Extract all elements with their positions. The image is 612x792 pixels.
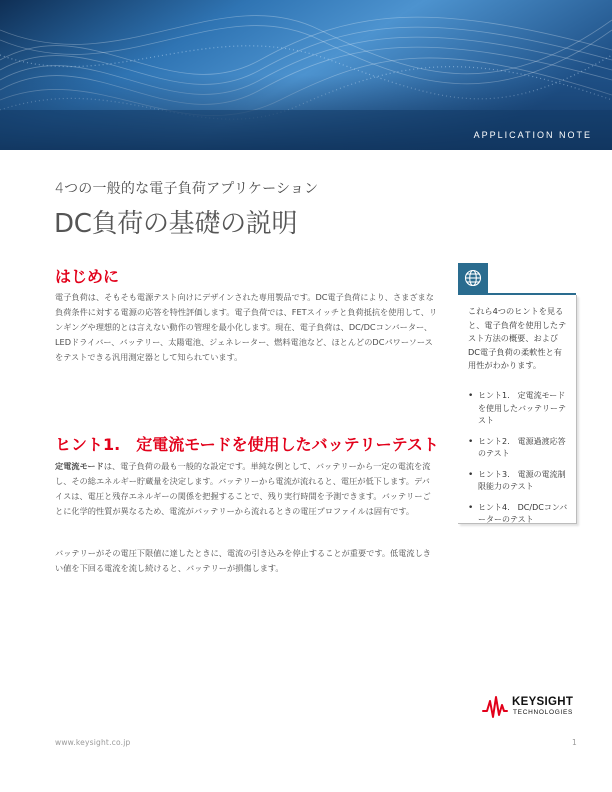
page-title: DC負荷の基礎の説明 <box>54 209 298 239</box>
sidebar-hint-list <box>468 390 572 535</box>
banner-wave-graphic <box>0 0 612 150</box>
document-type-label: APPLICATION NOTE <box>473 130 592 140</box>
hint1-paragraph-2: バッテリーがその電圧下限値に達したときに、電流の引き込みを停止することが重要です。低電流しきい値を下回る電流を流し続けると、バッテリーが損傷します。 <box>55 548 431 574</box>
sidebar-item-hint1: • ヒント1. 定電流モードを使用したバッテリーテスト <box>468 390 572 428</box>
header-banner <box>0 0 612 150</box>
page-number: 1 <box>572 738 577 747</box>
sidebar-intro-text: これら4つのヒントを見ると、電子負荷を使用したテスト方法の概要、およびDC電子負荷の柔軟性と有用性がわかります。 <box>468 306 567 370</box>
sidebar-callout <box>458 263 576 523</box>
intro-paragraph: 電子負荷は、そもそも電源テスト向けにデザインされた専用製品です。DC電子負荷により、さまざまな負荷条件に対する電源の応答を特性評価します。電子負荷では、FETスイッチと負荷抵抗を使用して、リンギングや理想的とは言えない動作の管理を最小化します。現在、電子負荷は、DC/DCコンバーター、LEDドライバー、バッテリー、太陽電池、ジェネレーター、燃料電池など、ほとんどのDCパワーソースをテストできる汎用測定器として知られています。 <box>55 292 438 363</box>
hint1-heading: ヒント1. 定電流モードを使用したバッテリーテスト <box>55 435 439 454</box>
keysight-logo <box>482 693 582 723</box>
sidebar-panel <box>458 295 577 524</box>
logo-name: KEYSIGHT <box>512 696 574 708</box>
intro-heading: はじめに <box>55 267 120 286</box>
hint1-paragraph <box>55 459 438 519</box>
hint1-term: 定電流モード <box>55 461 104 471</box>
sidebar-item-hint2: • ヒント2. 電源過渡応答のテスト <box>468 436 572 461</box>
logo-subtitle: TECHNOLOGIES <box>513 709 574 716</box>
keysight-wave-icon <box>482 695 508 719</box>
page-subtitle: 4つの一般的な電子負荷アプリケーション <box>55 181 319 197</box>
hint1-paragraph-text: は、電子負荷の最も一般的な設定です。単純な例として、バッテリーから一定の電流を流し、その総エネルギー貯蔵量を決定します。バッテリーから電流が流れると、電圧が低下します。デバイスは、電圧と残存エネルギーの関係を把握することで、残り実行時間を予測できます。バッテリーごとに化学的性質が異なるため、電流がバッテリーから流れるときの電圧プロファイルは固有です。 <box>55 461 431 517</box>
sidebar-item-hint3: • ヒント3. 電源の電流制限能力のテスト <box>468 469 572 494</box>
footer-url[interactable]: www.keysight.co.jp <box>55 738 131 747</box>
globe-icon-box <box>458 263 488 293</box>
globe-icon <box>464 269 482 287</box>
sidebar-item-hint4: • ヒント4. DC/DCコンバーターのテスト <box>468 502 572 527</box>
